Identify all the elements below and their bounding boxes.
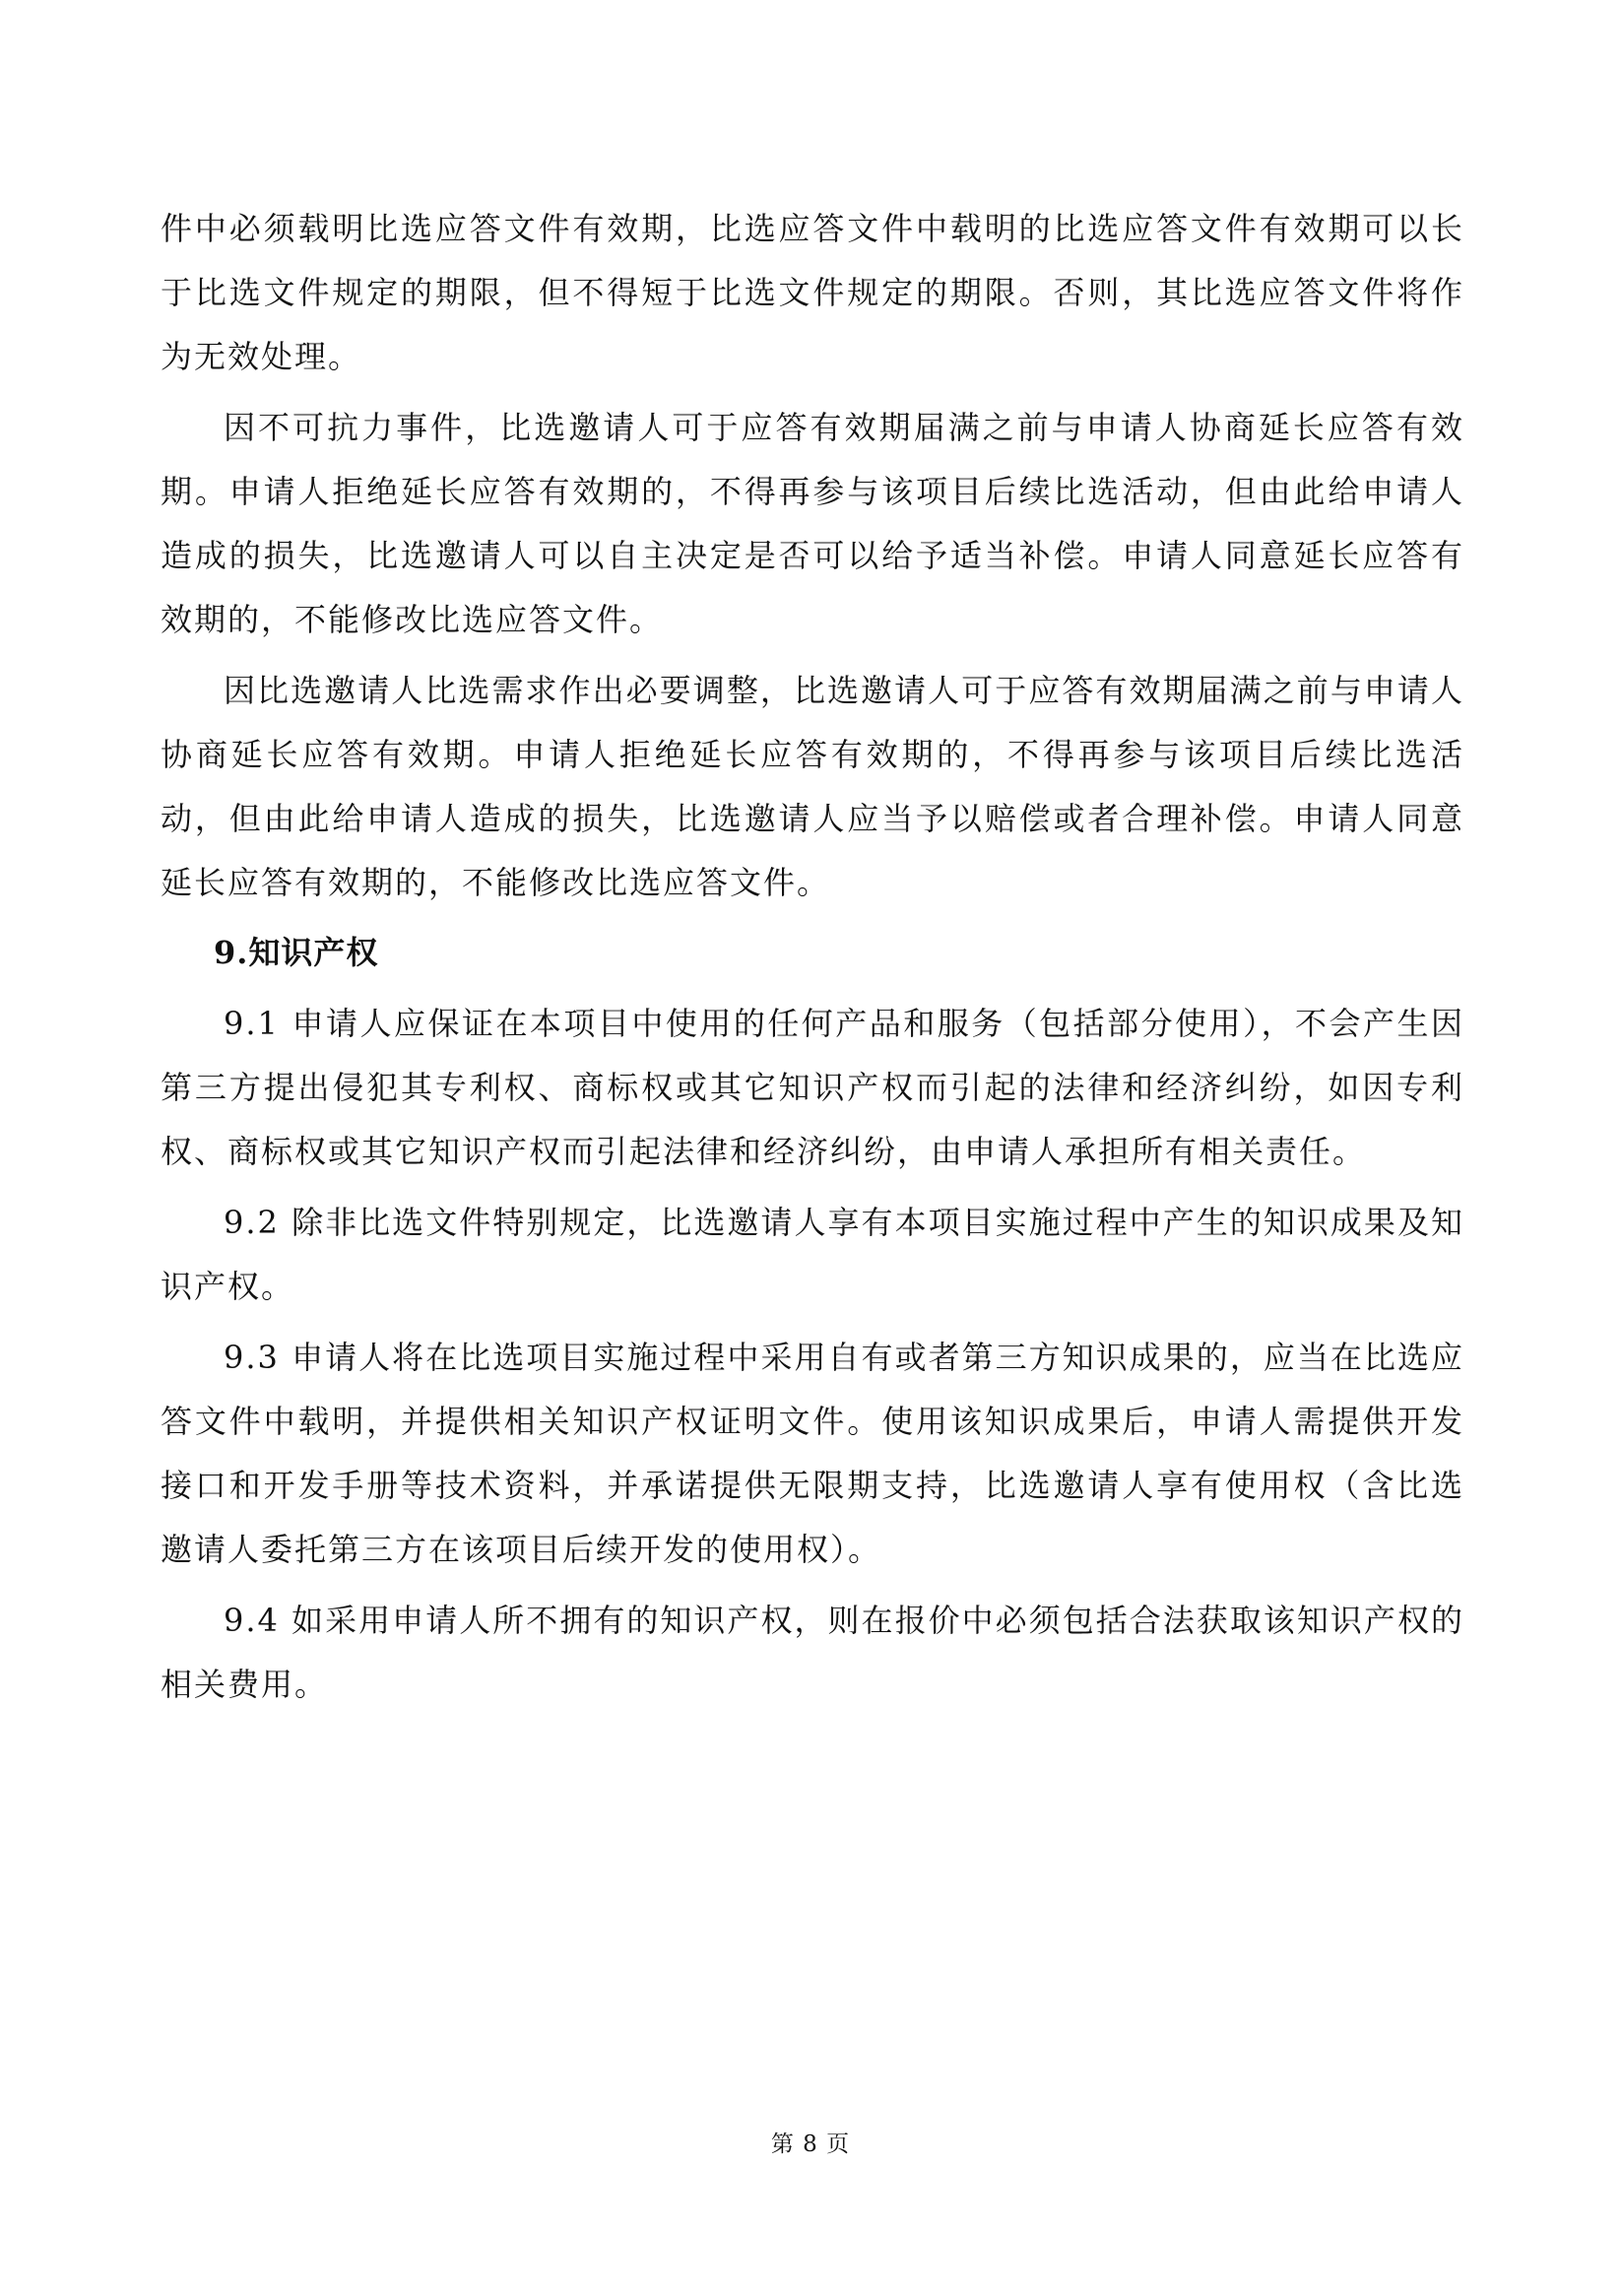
paragraph-validity-continuation: 件中必须载明比选应答文件有效期，比选应答文件中载明的比选应答文件有效期可以长于比选文件规定的期限，但不得短于比选文件规定的期限。否则，其比选应答文件将作为无效处理。 [161,210,1464,375]
section-heading-intellectual-property: 9.知识产权 [214,934,379,971]
clause-9-2: 9.2 除非比选文件特别规定，比选邀请人享有本项目实施过程中产生的知识成果及知识产权。 [161,1204,1464,1305]
paragraph-force-majeure: 因不可抗力事件，比选邀请人可于应答有效期届满之前与申请人协商延长应答有效期。申请人拒绝延长应答有效期的，不得再参与该项目后续比选活动，但由此给申请人造成的损失，比选邀请人可以自主决定是否可以给予适当补偿。申请人同意延长应答有效期的，不能修改比选应答文件。 [161,409,1464,638]
clause-9-4: 9.4 如采用申请人所不拥有的知识产权，则在报价中必须包括合法获取该知识产权的相关费用。 [161,1602,1464,1703]
clause-9-1: 9.1 申请人应保证在本项目中使用的任何产品和服务（包括部分使用），不会产生因第三方提出侵犯其专利权、商标权或其它知识产权而引起的法律和经济纠纷，如因专利权、商标权或其它知识产权而引起法律和经济纠纷，由申请人承担所有相关责任。 [161,1005,1464,1170]
clause-9-3: 9.3 申请人将在比选项目实施过程中采用自有或者第三方知识成果的，应当在比选应答文件中载明，并提供相关知识产权证明文件。使用该知识成果后，申请人需提供开发接口和开发手册等技术资料，并承诺提供无限期支持，比选邀请人享有使用权（含比选邀请人委托第三方在该项目后续开发的使用权）。 [161,1339,1464,1568]
paragraph-requirement-adjustment: 因比选邀请人比选需求作出必要调整，比选邀请人可于应答有效期届满之前与申请人协商延长应答有效期。申请人拒绝延长应答有效期的，不得再参与该项目后续比选活动，但由此给申请人造成的损失，比选邀请人应当予以赔偿或者合理补偿。申请人同意延长应答有效期的，不能修改比选应答文件。 [161,672,1464,901]
page-number: 第 8 页 [770,2132,851,2157]
document-body [161,197,1464,1717]
